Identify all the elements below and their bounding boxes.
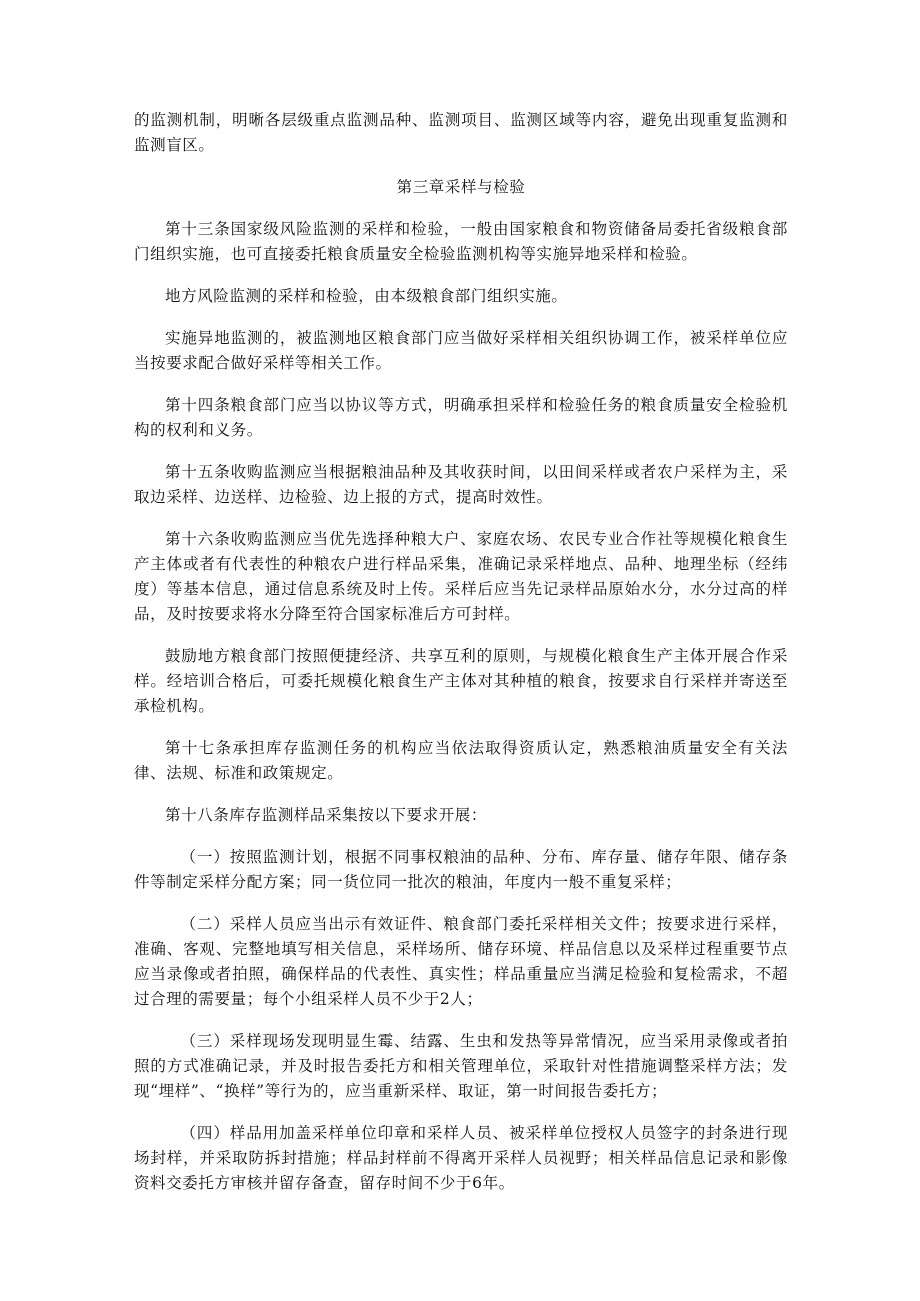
list-item-4: （四）样品用加盖采样单位印章和采样人员、被采样单位授权人员签字的封条进行现场封样，并采取防拆封措施；样品封样前不得离开采样人员视野；相关样品信息记录和影像资料交委托方审核并留存备查，留存时间不少于6年。 [134, 1124, 788, 1192]
continuation-paragraph: 的监测机制，明晰各层级重点监测品种、监测项目、监测区域等内容，避免出现重复监测和监测盲区。 [134, 111, 788, 154]
list-item-3: （三）采样现场发现明显生霉、结露、生虫和发热等异常情况，应当采用录像或者拍照的方式准确记录，并及时报告委托方和相关管理单位，采取针对性措施调整采样方法；发现“埋样”、“换样”等行为的，应当重新采样、取证，第一时间报告委托方； [134, 1032, 788, 1100]
chapter-heading: 第三章采样与检验 [396, 178, 526, 196]
document-page [134, 108, 788, 1213]
cooperative-sampling-paragraph: 鼓励地方粮食部门按照便捷经济、共享互利的原则，与规模化粮食生产主体开展合作采样。经培训合格后，可委托规模化粮食生产主体对其种植的粮食，按要求自行采样并寄送至承检机构。 [134, 647, 788, 715]
article-15-paragraph: 第十五条收购监测应当根据粮油品种及其收获时间，以田间采样或者农户采样为主，采取边采样、边送样、边检验、边上报的方式，提高时效性。 [134, 463, 788, 506]
article-17-paragraph: 第十七条承担库存监测任务的机构应当依法取得资质认定，熟悉粮油质量安全有关法律、法规、标准和政策规定。 [134, 739, 788, 782]
local-monitoring-paragraph: 地方风险监测的采样和检验，由本级粮食部门组织实施。 [165, 287, 568, 305]
article-13-paragraph: 第十三条国家级风险监测的采样和检验，一般由国家粮食和物资储备局委托省级粮食部门组织实施，也可直接委托粮食质量安全检验监测机构等实施异地采样和检验。 [134, 220, 788, 263]
article-14-paragraph: 第十四条粮食部门应当以协议等方式，明确承担采样和检验任务的粮食质量安全检验机构的权利和义务。 [134, 396, 788, 439]
list-item-2: （二）采样人员应当出示有效证件、粮食部门委托采样相关文件；按要求进行采样，准确、客观、完整地填写相关信息，采样场所、储存环境、样品信息以及采样过程重要节点应当录像或者拍照，确保样品的代表性、真实性；样品重量应当满足检验和复检需求，不超过合理的需要量；每个小组采样人员不少于2人； [134, 915, 788, 1008]
article-16-paragraph: 第十六条收购监测应当优先选择种粮大户、家庭农场、农民专业合作社等规模化粮食生产主体或者有代表性的种粮农户进行样品采集，准确记录采样地点、品种、地理坐标（经纬度）等基本信息，通过信息系统及时上传。采样后应当先记录样品原始水分，水分过高的样品，及时按要求将水分降至符合国家标准后方可封样。 [134, 530, 788, 623]
remote-monitoring-paragraph: 实施异地监测的，被监测地区粮食部门应当做好采样相关组织协调工作，被采样单位应当按要求配合做好采样等相关工作。 [134, 329, 788, 372]
list-item-1: （一）按照监测计划，根据不同事权粮油的品种、分布、库存量、储存年限、储存条件等制定采样分配方案；同一货位同一批次的粮油，年度内一般不重复采样； [134, 848, 788, 891]
article-18-paragraph: 第十八条库存监测样品采集按以下要求开展： [165, 806, 488, 824]
